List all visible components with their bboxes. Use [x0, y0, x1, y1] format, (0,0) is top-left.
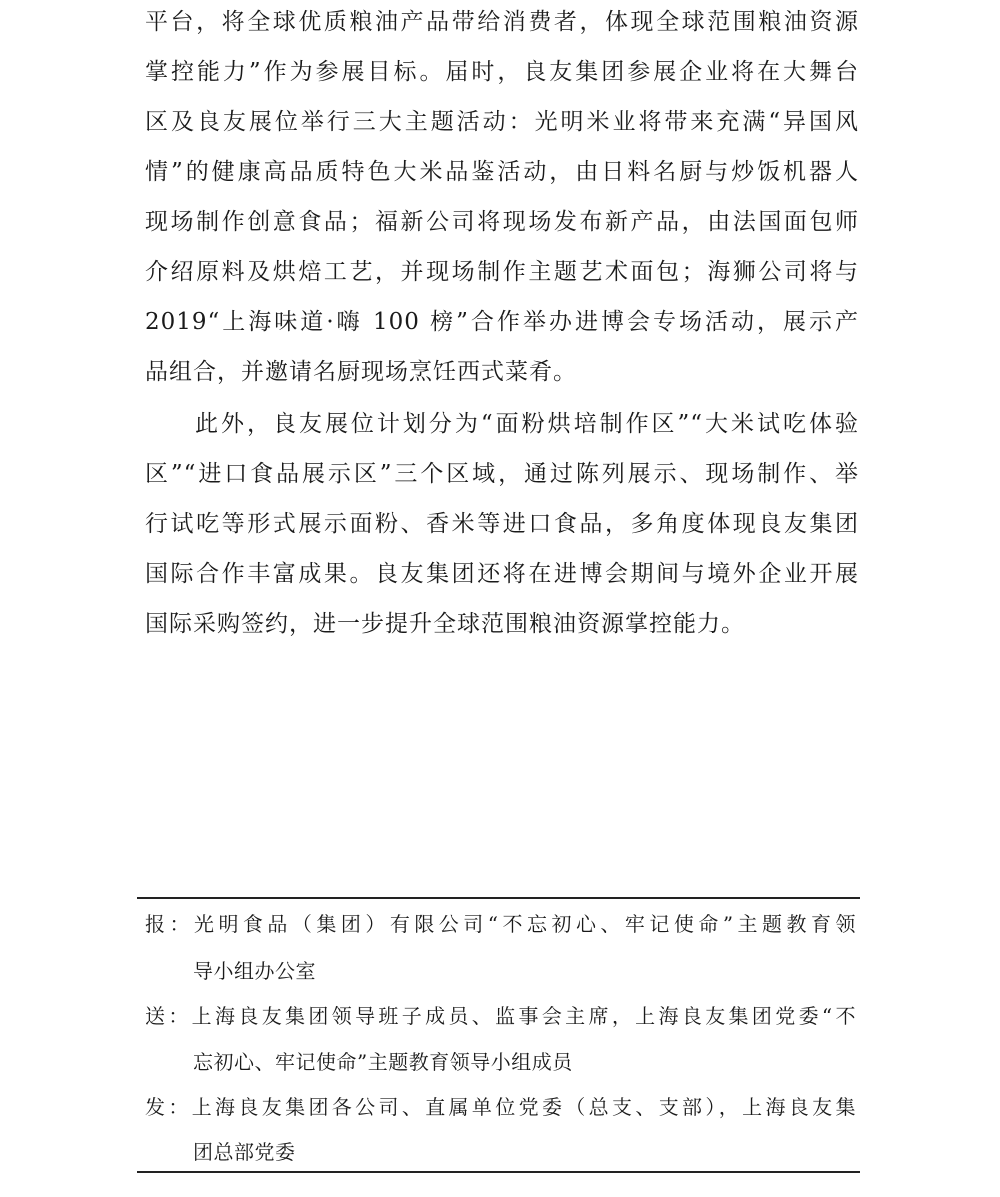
- send-to-line: 忘初心、牢记使命”主题教育领导小组成员: [193, 1050, 573, 1074]
- issue-to-line: 团总部党委: [193, 1140, 296, 1164]
- distribution-bottom-rule: [137, 1171, 860, 1173]
- send-to-line: 送：上海良友集团领导班子成员、监事会主席，上海良友集团党委“不: [145, 1004, 856, 1028]
- paragraph-2-line: 行试吃等形式展示面粉、香米等进口食品，多角度体现良友集团: [145, 511, 859, 537]
- paragraph-2-line: 此外，良友展位计划分为“面粉烘培制作区”“大米试吃体验: [195, 411, 859, 437]
- paragraph-2-line: 国际采购签约，进一步提升全球范围粮油资源掌控能力。: [145, 611, 745, 637]
- distribution-top-rule: [137, 897, 860, 899]
- paragraph-2-line: 国际合作丰富成果。良友集团还将在进博会期间与境外企业开展: [145, 561, 859, 587]
- paragraph-1-line: 掌控能力”作为参展目标。届时，良友集团参展企业将在大舞台: [145, 59, 859, 85]
- paragraph-2-line: 区”“进口食品展示区”三个区域，通过陈列展示、现场制作、举: [145, 461, 859, 487]
- paragraph-1-line: 2019“上海味道·嗨 100 榜”合作举办进博会专场活动，展示产: [145, 309, 859, 335]
- paragraph-1-line: 情”的健康高品质特色大米品鉴活动，由日料名厨与炒饭机器人: [145, 159, 859, 185]
- issue-to-line: 发：上海良友集团各公司、直属单位党委（总支、支部），上海良友集: [145, 1095, 856, 1119]
- paragraph-1-line: 现场制作创意食品；福新公司将现场发布新产品，由法国面包师: [145, 209, 859, 235]
- paragraph-1-line: 区及良友展位举行三大主题活动：光明米业将带来充满“异国风: [145, 109, 859, 135]
- paragraph-1-line: 品组合，并邀请名厨现场烹饪西式菜肴。: [145, 359, 577, 385]
- paragraph-1-line: 介绍原料及烘焙工艺，并现场制作主题艺术面包；海狮公司将与: [145, 259, 859, 285]
- report-to-line: 报：光明食品（集团）有限公司“不忘初心、牢记使命”主题教育领: [145, 912, 856, 936]
- report-to-line: 导小组办公室: [193, 959, 316, 983]
- paragraph-1-line: 平台，将全球优质粮油产品带给消费者，体现全球范围粮油资源: [145, 9, 859, 35]
